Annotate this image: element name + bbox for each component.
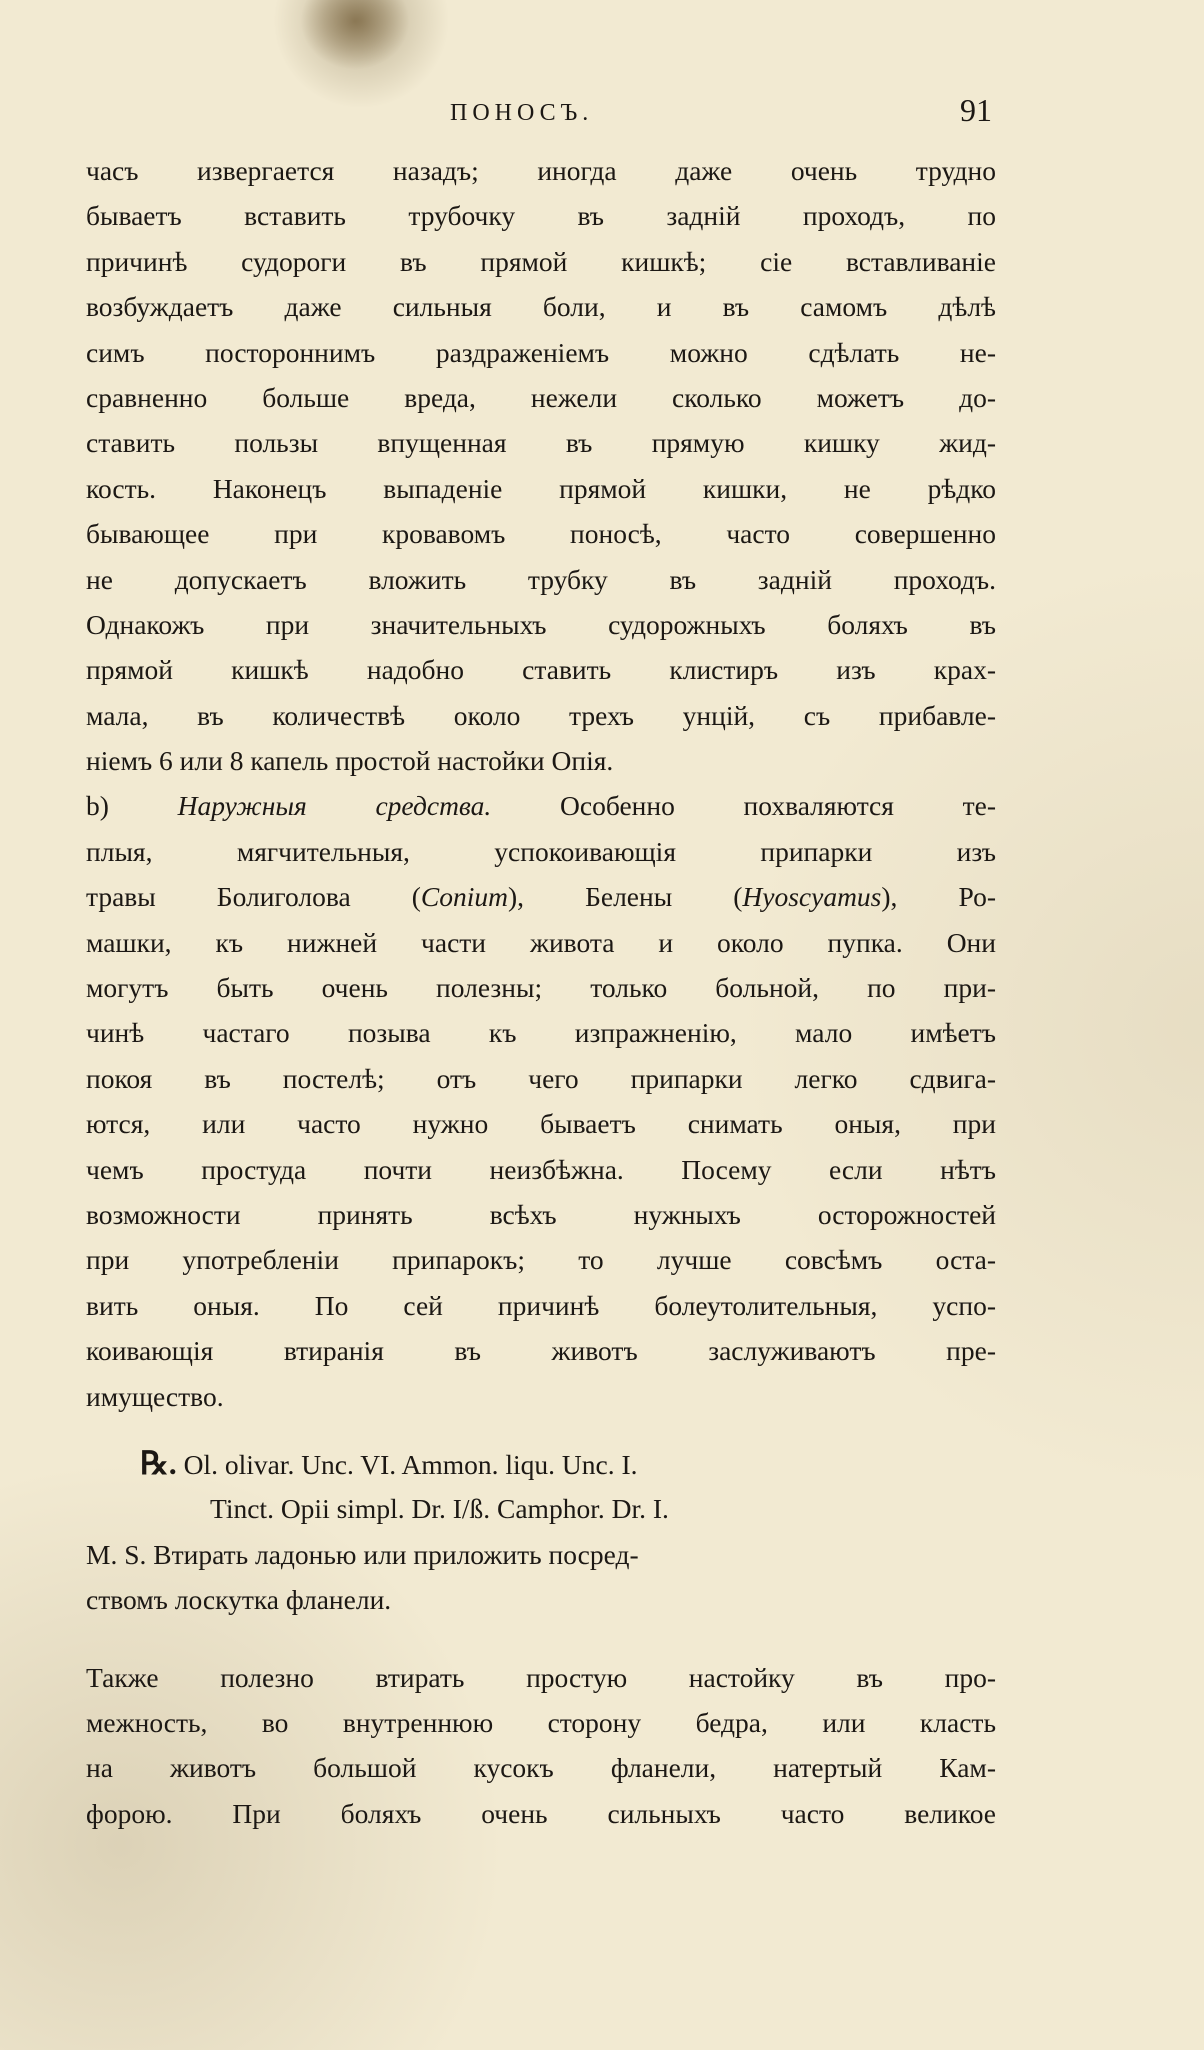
latin-term-hyoscyamus: Hyoscyamus <box>742 881 882 913</box>
text-line: симъ постороннимъ раздраженіемъ можно сдѣлать не- <box>86 336 996 368</box>
prescription-instruction: M. S. Втирать ладонью или приложить посред- <box>86 1538 639 1570</box>
text-fragment: ), Белены ( <box>508 881 743 913</box>
text-line: ются, или часто нужно бываетъ снимать оныя, при <box>86 1108 996 1140</box>
latin-term-conium: Conium <box>420 881 508 913</box>
text-fragment: Особенно похваляются те- <box>560 790 996 822</box>
text-line: покоя въ постелѣ; отъ чего припарки легко сдвига- <box>86 1062 996 1094</box>
section-heading: Наружныя средства. <box>177 790 492 822</box>
text-line <box>86 874 996 919</box>
prescription <box>86 1441 996 1623</box>
text-line: не допускаетъ вложить трубку въ задній проходъ. <box>86 563 996 595</box>
paragraph-2 <box>86 783 996 1418</box>
text-line: плыя, мягчительныя, успокоивающія припарки изъ <box>86 835 996 867</box>
text-line: Также полезно втирать простую настойку въ про- <box>86 1661 996 1693</box>
text-line <box>86 783 996 828</box>
text-line: часъ извергается назадъ; иногда даже очень трудно <box>86 155 996 186</box>
text-line: возможности принять всѣхъ нужныхъ осторожностей <box>86 1198 996 1230</box>
body-text <box>86 148 996 1836</box>
text-line: Однакожъ при значительныхъ судорожныхъ боляхъ въ <box>86 608 996 640</box>
spacer <box>86 1623 996 1655</box>
text-line: причинѣ судороги въ прямой кишкѣ; сіе вставливаніе <box>86 245 996 277</box>
text-line: чемъ простуда почти неизбѣжна. Посему если нѣтъ <box>86 1153 996 1185</box>
paragraph-1 <box>86 148 996 783</box>
list-marker: b) <box>86 790 109 822</box>
text-fragment: травы Болиголова ( <box>86 881 421 913</box>
text-line: машки, къ нижней части живота и около пупка. Они <box>86 926 996 958</box>
text-line: при употребленіи припарокъ; то лучше совсѣмъ оста- <box>86 1244 996 1276</box>
text-line: форою. При боляхъ очень сильныхъ часто великое <box>86 1797 996 1829</box>
text-line: мала, въ количествѣ около трехъ унцій, съ прибавле- <box>86 699 996 731</box>
text-line: возбуждаетъ даже сильныя боли, и въ самомъ дѣлѣ <box>86 291 996 323</box>
text-line: коивающія втиранія въ животъ заслуживаютъ пре- <box>86 1335 996 1367</box>
text-line: имущество. <box>86 1380 224 1412</box>
prescription-line: Tinct. Opii simpl. Dr. I/ß. Camphor. Dr. I. <box>210 1493 669 1525</box>
paragraph-3 <box>86 1655 996 1837</box>
text-fragment: ), Ро- <box>881 881 996 913</box>
running-head <box>0 92 1204 138</box>
text-line: бывающее при кровавомъ поносѣ, часто совершенно <box>86 518 996 550</box>
text-line: ставить пользы впущенная въ прямую кишку жид- <box>86 427 996 459</box>
text-line: могутъ быть очень полезны; только больной, по при- <box>86 972 996 1004</box>
text-line: бываетъ вставить трубочку въ задній проходъ, по <box>86 200 996 232</box>
text-line: на животъ большой кусокъ фланели, натертый Кам- <box>86 1752 996 1784</box>
paper-stain <box>300 0 410 70</box>
text-line: сравненно больше вреда, нежели сколько можетъ до- <box>86 381 996 413</box>
text-line: межность, во внутреннюю сторону бедра, или класть <box>86 1706 996 1738</box>
text-line: прямой кишкѣ надобно ставить клистиръ изъ крах- <box>86 654 996 686</box>
running-title: ПОНОСЪ. <box>450 100 594 126</box>
prescription-instruction: ствомъ лоскутка фланели. <box>86 1584 392 1616</box>
text-line: вить оныя. По сей причинѣ болеутолительныя, успо- <box>86 1289 996 1321</box>
page-number: 91 <box>960 92 992 128</box>
text-line: ніемъ 6 или 8 капель простой настойки Опія. <box>86 745 614 777</box>
spacer <box>86 1419 996 1441</box>
text-line: чинѣ частаго позыва къ изпражненію, мало имѣетъ <box>86 1017 996 1049</box>
prescription-line <box>86 1441 996 1486</box>
prescription-ingredients: Ol. olivar. Unc. VI. Ammon. liqu. Unc. I. <box>183 1448 638 1480</box>
recipe-symbol: ℞. <box>140 1444 177 1481</box>
text-line: кость. Наконецъ выпаденіе прямой кишки, не рѣдко <box>86 472 996 504</box>
